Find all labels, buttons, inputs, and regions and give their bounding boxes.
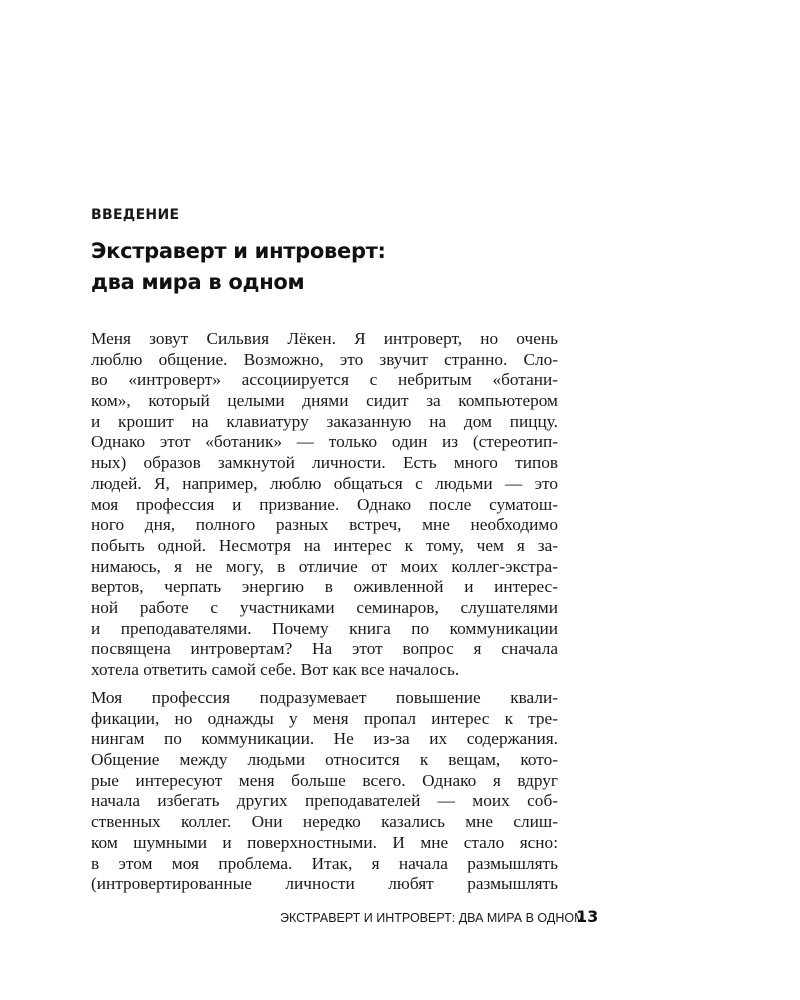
- chapter-title-line: Экстраверт и интроверт:: [91, 239, 386, 263]
- text-line: ной работе с участниками семинаров, слушателями: [91, 597, 558, 617]
- text-line: Общение между людьми относится к вещам, кото-: [91, 750, 558, 770]
- page-number: 13: [576, 907, 599, 926]
- chapter-title-line: два мира в одном: [91, 270, 305, 294]
- text-line: Меня зовут Сильвия Лёкен. Я интроверт, но очень: [91, 329, 558, 348]
- text-line: ного дня, полного разных встреч, мне необходимо: [91, 515, 558, 535]
- text-line: и крошит на клавиатуру заказанную на дом пиццу.: [91, 411, 558, 431]
- text-line: Однако этот «ботаник» — только один из (стереотип-: [91, 432, 558, 452]
- running-footer-title: ЭКСТРАВЕРТ И ИНТРОВЕРТ: ДВА МИРА В ОДНОМ: [280, 911, 585, 925]
- text-line: фикации, но однажды у меня пропал интерес к тре-: [91, 708, 558, 728]
- chapter-title: [91, 236, 561, 298]
- section-label: ВВЕДЕНИЕ: [91, 207, 180, 223]
- text-line: ственных коллег. Они нередко казались мне слиш-: [91, 812, 558, 832]
- text-line: ком шумными и поверхностными. И мне стало ясно:: [91, 832, 558, 852]
- text-line: начала избегать других преподавателей — моих соб-: [91, 791, 558, 811]
- text-line: хотела ответить самой себе. Вот как все началось.: [91, 660, 460, 679]
- text-line: Моя профессия подразумевает повышение квали-: [91, 688, 558, 707]
- paragraph-2: [91, 688, 558, 895]
- text-line: нимаюсь, я не могу, в отличие от моих коллег-экстра-: [91, 556, 558, 576]
- text-line: моя профессия и призвание. Однако после суматош-: [91, 494, 558, 514]
- text-line: и преподавателями. Почему книга по коммуникации: [91, 618, 558, 638]
- text-line: ных) образов замкнутой личности. Есть много типов: [91, 453, 558, 473]
- text-line: (интровертированные личности любят размышлять: [91, 874, 558, 894]
- paragraph-1: [91, 329, 558, 681]
- text-line: посвящена интровертам? На этот вопрос я сначала: [91, 639, 558, 659]
- text-line: в этом моя проблема. Итак, я начала размышлять: [91, 853, 558, 873]
- text-line: вертов, черпать энергию в оживленной и интерес-: [91, 577, 558, 597]
- text-line: люблю общение. Возможно, это звучит странно. Сло-: [91, 349, 558, 369]
- text-line: рые интересуют меня больше всего. Однако я вдруг: [91, 770, 558, 790]
- text-line: побыть одной. Несмотря на интерес к тому, чем я за-: [91, 535, 558, 555]
- text-line: во «интроверт» ассоциируется с небритым «ботани-: [91, 370, 558, 390]
- text-line: нингам по коммуникации. Не из-за их содержания.: [91, 729, 558, 749]
- text-line: ком», который целыми днями сидит за компьютером: [91, 391, 558, 411]
- text-line: людей. Я, например, люблю общаться с людьми — это: [91, 473, 558, 493]
